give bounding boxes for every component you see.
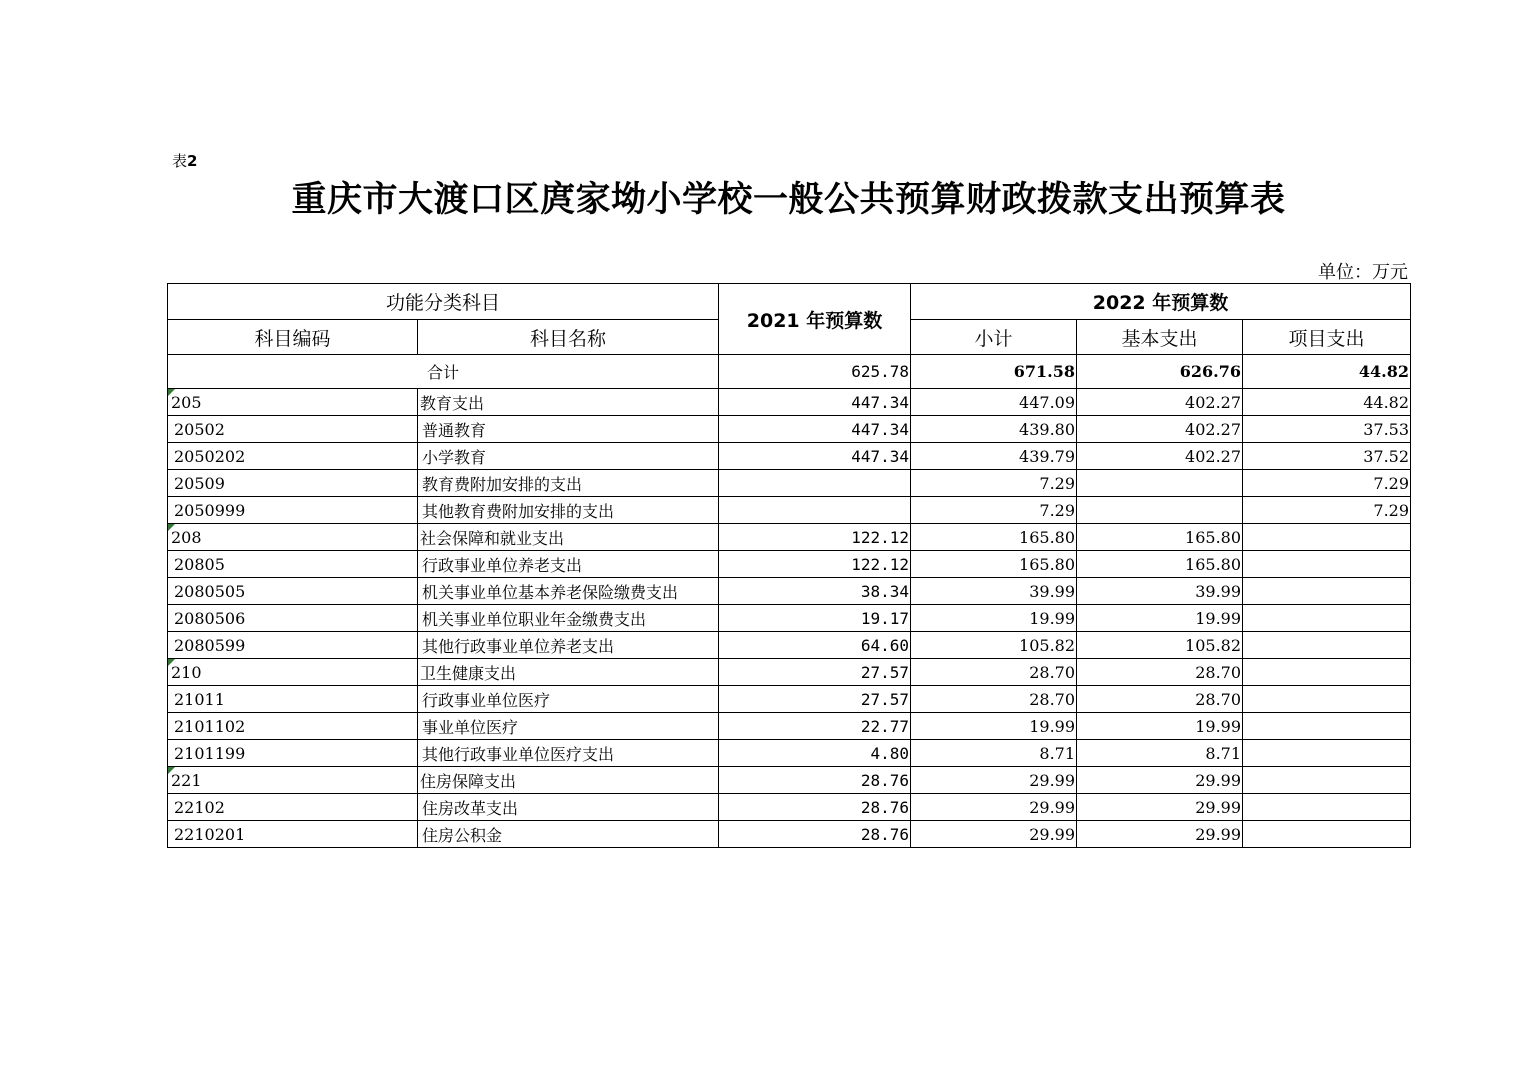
- cell-subtotal: 29.99: [911, 794, 1077, 821]
- cell-b2021: [719, 470, 911, 497]
- cell-name: 教育费附加安排的支出: [418, 470, 719, 497]
- cell-name: 普通教育: [418, 416, 719, 443]
- cell-b2021: 64.60: [719, 632, 911, 659]
- budget-table: [167, 283, 1411, 848]
- cell-name: 社会保障和就业支出: [418, 524, 719, 551]
- cell-project: [1243, 578, 1411, 605]
- cell-name: 行政事业单位医疗: [418, 686, 719, 713]
- cell-code: 2101102: [168, 713, 418, 740]
- header-budget-2021: 2021 年预算数: [719, 284, 911, 355]
- cell-basic: [1077, 470, 1243, 497]
- table-row: [168, 686, 1411, 713]
- cell-project: [1243, 632, 1411, 659]
- cell-subtotal: 19.99: [911, 605, 1077, 632]
- cell-name: 卫生健康支出: [418, 659, 719, 686]
- cell-b2021: 27.57: [719, 659, 911, 686]
- total-row: [168, 355, 1411, 389]
- cell-subtotal: 439.79: [911, 443, 1077, 470]
- table-number: [172, 150, 197, 171]
- cell-code: 20805: [168, 551, 418, 578]
- cell-project: [1243, 524, 1411, 551]
- cell-subtotal: 447.09: [911, 389, 1077, 416]
- cell-project: [1243, 686, 1411, 713]
- header-project: 项目支出: [1243, 320, 1411, 355]
- cell-subtotal: 8.71: [911, 740, 1077, 767]
- cell-code: 20502: [168, 416, 418, 443]
- table-row: [168, 443, 1411, 470]
- total-subtotal: 671.58: [911, 355, 1077, 389]
- table-row: [168, 524, 1411, 551]
- total-b2021: 625.78: [719, 355, 911, 389]
- cell-name: 机关事业单位职业年金缴费支出: [418, 605, 719, 632]
- cell-code: 2210201: [168, 821, 418, 848]
- cell-b2021: 38.34: [719, 578, 911, 605]
- total-project: 44.82: [1243, 355, 1411, 389]
- cell-name: 行政事业单位养老支出: [418, 551, 719, 578]
- cell-b2021: 27.57: [719, 686, 911, 713]
- cell-name: 其他行政事业单位养老支出: [418, 632, 719, 659]
- cell-code: 2050202: [168, 443, 418, 470]
- cell-basic: 402.27: [1077, 443, 1243, 470]
- cell-b2021: 447.34: [719, 443, 911, 470]
- cell-project: [1243, 767, 1411, 794]
- cell-project: [1243, 713, 1411, 740]
- cell-code: 2101199: [168, 740, 418, 767]
- cell-name: 其他行政事业单位医疗支出: [418, 740, 719, 767]
- document-title: 重庆市大渡口区庹家坳小学校一般公共预算财政拨款支出预算表: [291, 180, 1286, 220]
- cell-code: 210: [168, 659, 418, 686]
- header-subtotal: 小计: [911, 320, 1077, 355]
- cell-subtotal: 28.70: [911, 686, 1077, 713]
- cell-basic: 402.27: [1077, 389, 1243, 416]
- cell-code: 2080506: [168, 605, 418, 632]
- table-row: [168, 740, 1411, 767]
- cell-basic: 165.80: [1077, 524, 1243, 551]
- cell-subtotal: 7.29: [911, 497, 1077, 524]
- cell-code: 20509: [168, 470, 418, 497]
- cell-subtotal: 105.82: [911, 632, 1077, 659]
- header-function-category: 功能分类科目: [168, 284, 719, 320]
- cell-name: 事业单位医疗: [418, 713, 719, 740]
- cell-name: 其他教育费附加安排的支出: [418, 497, 719, 524]
- cell-basic: 19.99: [1077, 713, 1243, 740]
- cell-basic: 39.99: [1077, 578, 1243, 605]
- cell-project: 7.29: [1243, 470, 1411, 497]
- cell-project: 44.82: [1243, 389, 1411, 416]
- cell-project: [1243, 794, 1411, 821]
- cell-b2021: 122.12: [719, 551, 911, 578]
- table-row: [168, 605, 1411, 632]
- cell-code: 22102: [168, 794, 418, 821]
- table-row: [168, 821, 1411, 848]
- cell-name: 机关事业单位基本养老保险缴费支出: [418, 578, 719, 605]
- cell-basic: 29.99: [1077, 767, 1243, 794]
- cell-basic: [1077, 497, 1243, 524]
- cell-project: [1243, 551, 1411, 578]
- total-basic: 626.76: [1077, 355, 1243, 389]
- cell-subtotal: 165.80: [911, 524, 1077, 551]
- table-row: [168, 497, 1411, 524]
- header-code: 科目编码: [168, 320, 418, 355]
- cell-b2021: 28.76: [719, 794, 911, 821]
- cell-basic: 28.70: [1077, 686, 1243, 713]
- cell-b2021: 28.76: [719, 767, 911, 794]
- cell-subtotal: 29.99: [911, 821, 1077, 848]
- cell-subtotal: 165.80: [911, 551, 1077, 578]
- cell-b2021: 19.17: [719, 605, 911, 632]
- cell-name: 住房保障支出: [418, 767, 719, 794]
- cell-name: 住房公积金: [418, 821, 719, 848]
- cell-b2021: 28.76: [719, 821, 911, 848]
- cell-code: 208: [168, 524, 418, 551]
- cell-basic: 29.99: [1077, 794, 1243, 821]
- cell-subtotal: 39.99: [911, 578, 1077, 605]
- cell-code: 2080505: [168, 578, 418, 605]
- table-row: [168, 659, 1411, 686]
- cell-basic: 8.71: [1077, 740, 1243, 767]
- cell-code: 205: [168, 389, 418, 416]
- table-number-prefix: 表: [172, 152, 188, 170]
- cell-code: 21011: [168, 686, 418, 713]
- table-row: [168, 389, 1411, 416]
- cell-basic: 165.80: [1077, 551, 1243, 578]
- header-budget-2022: 2022 年预算数: [911, 284, 1411, 320]
- cell-subtotal: 28.70: [911, 659, 1077, 686]
- cell-name: 小学教育: [418, 443, 719, 470]
- table-row: [168, 632, 1411, 659]
- table-row: [168, 794, 1411, 821]
- table-row: [168, 470, 1411, 497]
- cell-project: 37.53: [1243, 416, 1411, 443]
- cell-code: 2080599: [168, 632, 418, 659]
- unit-label: 单位：万元: [1318, 262, 1408, 283]
- cell-basic: 19.99: [1077, 605, 1243, 632]
- cell-subtotal: 7.29: [911, 470, 1077, 497]
- cell-basic: 105.82: [1077, 632, 1243, 659]
- cell-b2021: 122.12: [719, 524, 911, 551]
- cell-code: 2050999: [168, 497, 418, 524]
- cell-b2021: 22.77: [719, 713, 911, 740]
- cell-project: [1243, 659, 1411, 686]
- cell-basic: 29.99: [1077, 821, 1243, 848]
- cell-b2021: 447.34: [719, 389, 911, 416]
- cell-code: 221: [168, 767, 418, 794]
- cell-basic: 28.70: [1077, 659, 1243, 686]
- cell-name: 教育支出: [418, 389, 719, 416]
- cell-project: [1243, 740, 1411, 767]
- cell-subtotal: 29.99: [911, 767, 1077, 794]
- cell-b2021: 4.80: [719, 740, 911, 767]
- table-row: [168, 416, 1411, 443]
- cell-basic: 402.27: [1077, 416, 1243, 443]
- header-name: 科目名称: [418, 320, 719, 355]
- table-row: [168, 767, 1411, 794]
- cell-subtotal: 19.99: [911, 713, 1077, 740]
- cell-name: 住房改革支出: [418, 794, 719, 821]
- cell-project: [1243, 605, 1411, 632]
- cell-b2021: [719, 497, 911, 524]
- cell-project: [1243, 821, 1411, 848]
- total-label: 合计: [168, 355, 719, 389]
- cell-b2021: 447.34: [719, 416, 911, 443]
- cell-subtotal: 439.80: [911, 416, 1077, 443]
- table-row: [168, 551, 1411, 578]
- header-basic: 基本支出: [1077, 320, 1243, 355]
- table-row: [168, 713, 1411, 740]
- cell-project: 37.52: [1243, 443, 1411, 470]
- table-row: [168, 578, 1411, 605]
- table-number-value: 2: [187, 152, 198, 170]
- header-row-1: [168, 284, 1411, 320]
- cell-project: 7.29: [1243, 497, 1411, 524]
